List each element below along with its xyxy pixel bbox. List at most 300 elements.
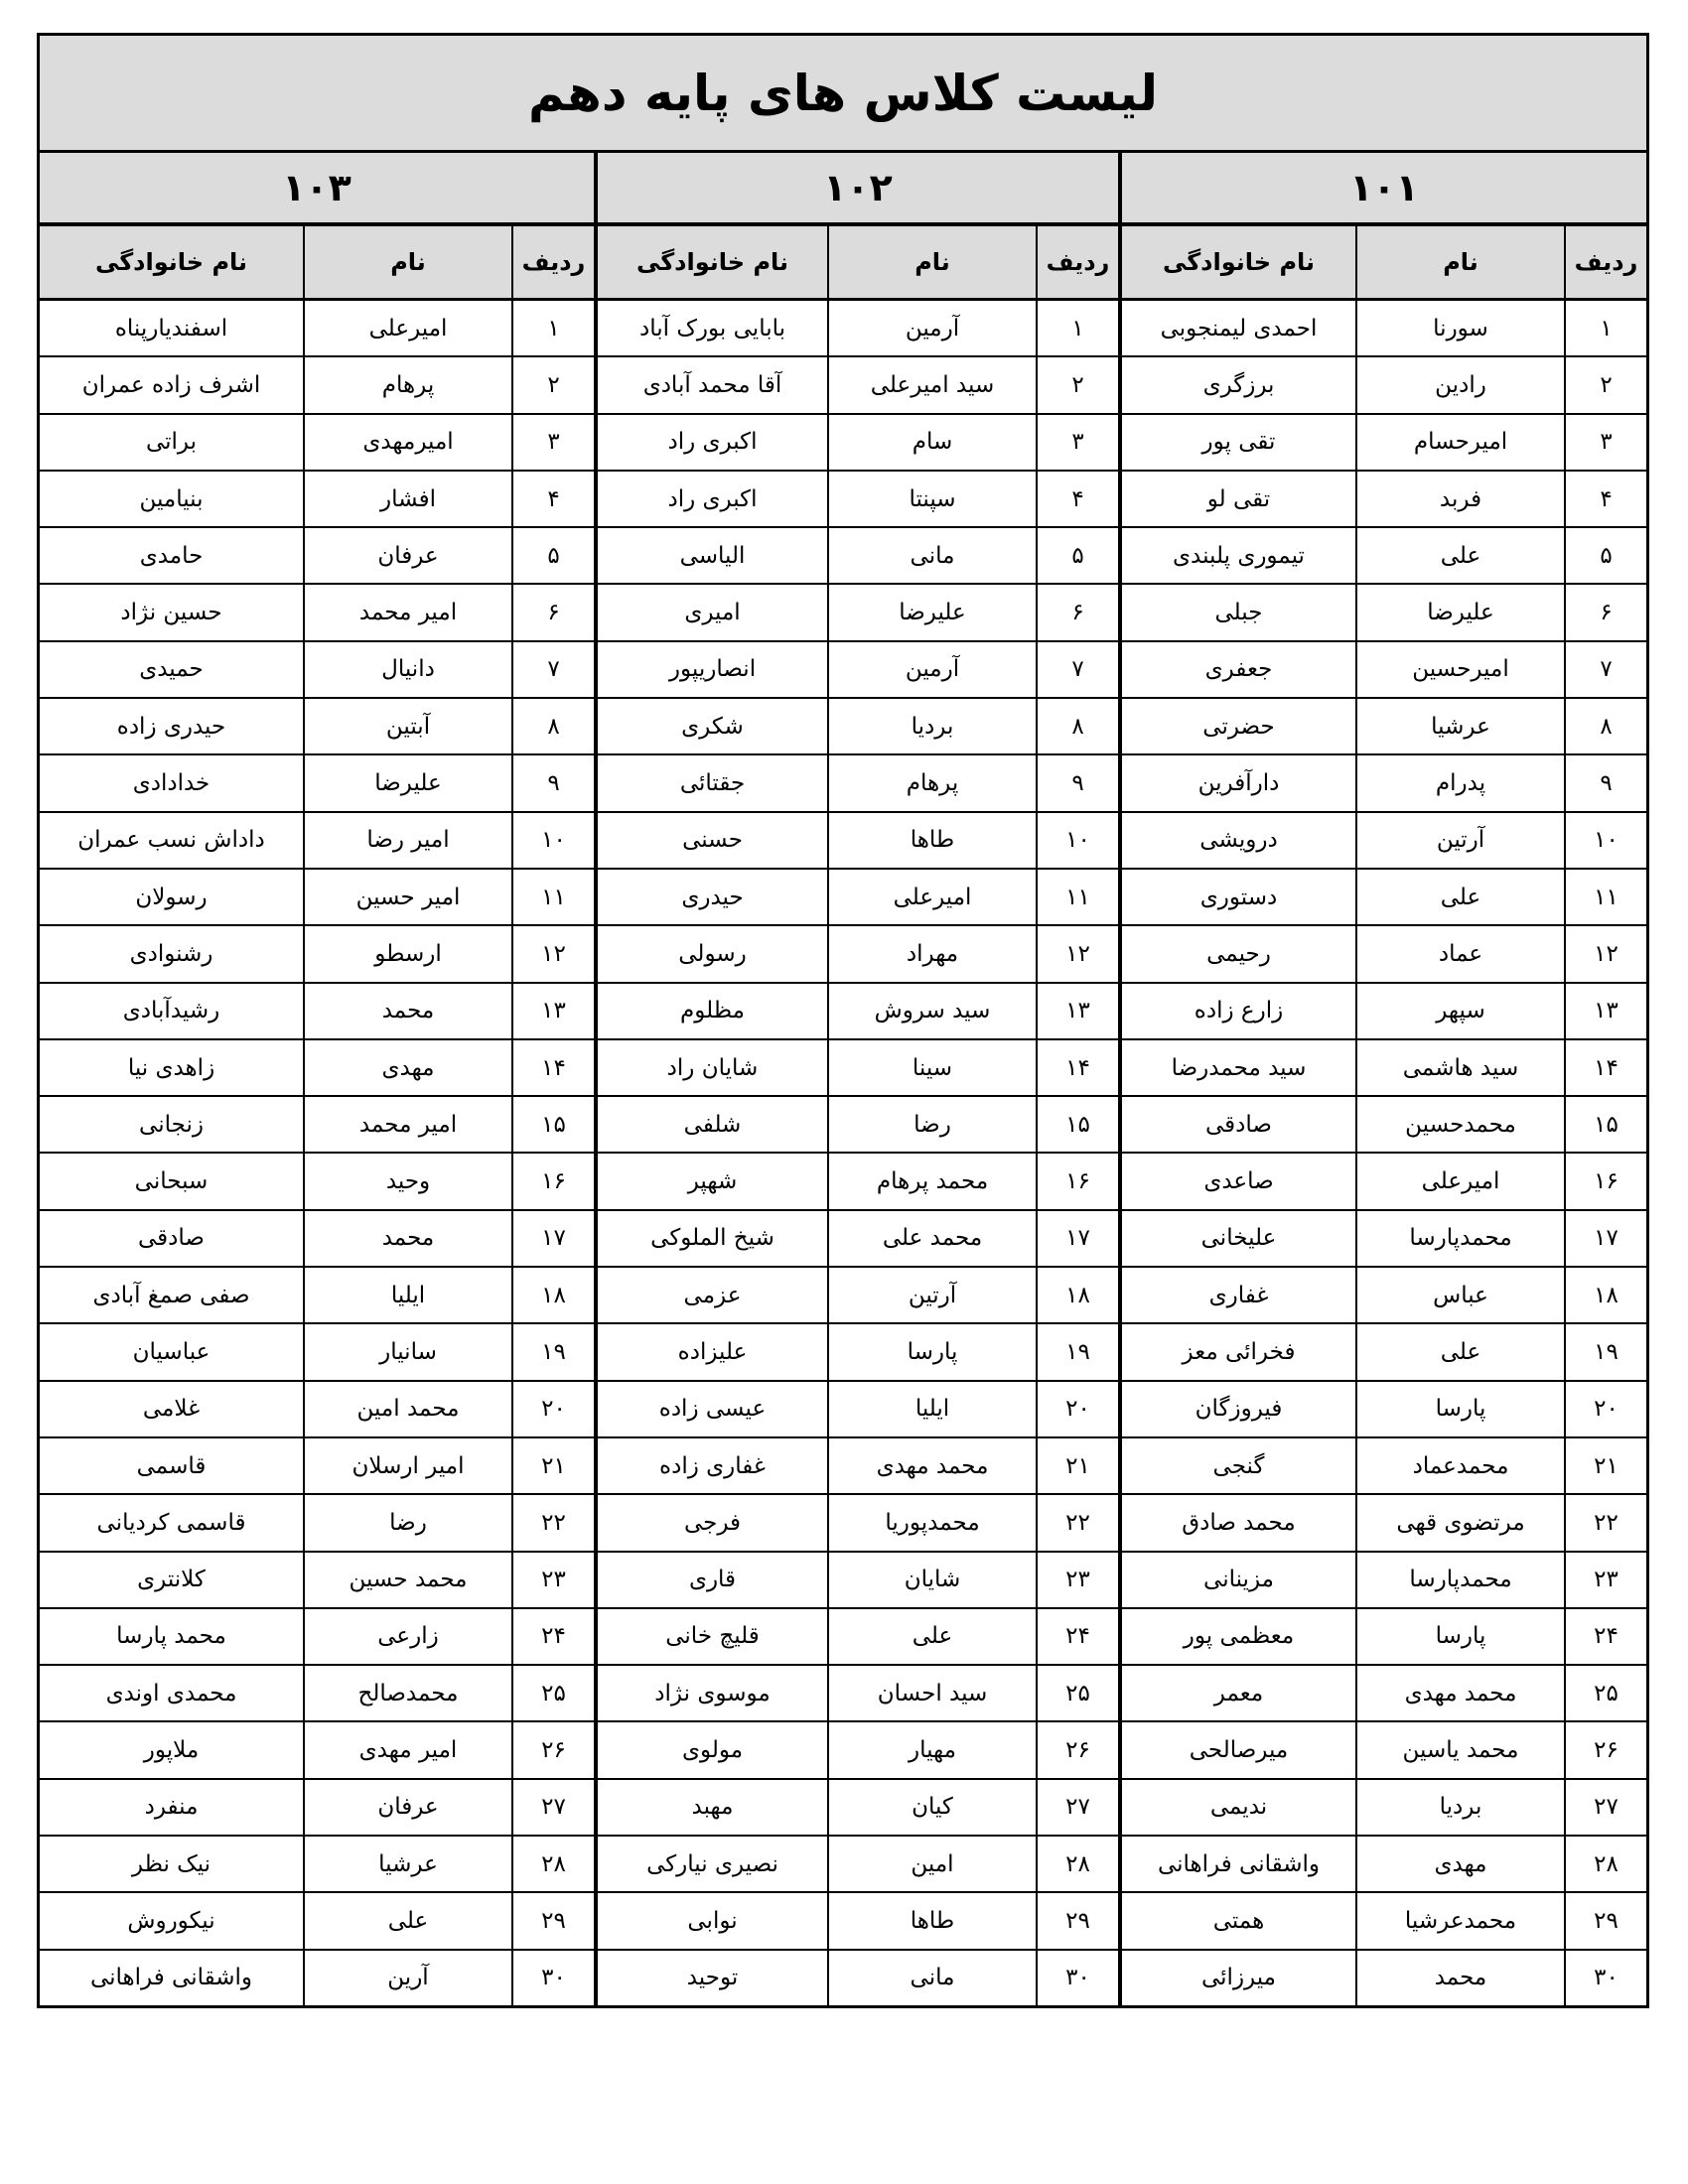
row-index: ۱۲ (512, 925, 594, 982)
student-first-name: امیر مهدی (304, 1721, 512, 1778)
row-index: ۳۰ (1037, 1950, 1118, 2005)
student-last-name: الیاسی (598, 527, 828, 584)
row-index: ۲۹ (512, 1892, 594, 1949)
row-index: ۳ (1037, 414, 1118, 471)
student-first-name: سید سروش (828, 983, 1037, 1039)
student-last-name: تقی لو (1122, 471, 1356, 527)
table-row (1122, 925, 1646, 982)
student-first-name: عرفان (304, 1779, 512, 1836)
table-row (1122, 1950, 1646, 2005)
student-last-name: امیری (598, 584, 828, 640)
row-index: ۵ (1037, 527, 1118, 584)
student-last-name: مهبد (598, 1779, 828, 1836)
header-last-name: نام خانوادگی (598, 225, 828, 300)
student-first-name: شایان (828, 1552, 1037, 1608)
student-last-name: جبلی (1122, 584, 1356, 640)
student-first-name: آرتین (1356, 812, 1565, 869)
student-first-name: سید احسان (828, 1665, 1037, 1721)
student-last-name: اشرف زاده عمران (40, 356, 304, 413)
row-index: ۷ (1565, 641, 1646, 698)
student-last-name: محمد پارسا (40, 1608, 304, 1665)
student-last-name: حضرتی (1122, 698, 1356, 754)
row-index: ۹ (1565, 754, 1646, 811)
row-index: ۱۸ (512, 1267, 594, 1323)
student-first-name: پرهام (304, 356, 512, 413)
row-index: ۱ (1565, 300, 1646, 357)
table-row (1122, 869, 1646, 925)
row-index: ۲۱ (1037, 1437, 1118, 1494)
student-last-name: زنجانی (40, 1096, 304, 1153)
row-index: ۷ (512, 641, 594, 698)
student-first-name: محمد حسین (304, 1552, 512, 1608)
student-last-name: شایان راد (598, 1039, 828, 1096)
table-row (1122, 1267, 1646, 1323)
table-row (598, 1210, 1118, 1267)
row-index: ۲۷ (1037, 1779, 1118, 1836)
student-last-name: قلیچ خانی (598, 1608, 828, 1665)
row-index: ۴ (1565, 471, 1646, 527)
table-row (598, 698, 1118, 754)
student-first-name: عرشیا (1356, 698, 1565, 754)
student-first-name: امیرعلی (1356, 1153, 1565, 1209)
student-first-name: محمدحسین (1356, 1096, 1565, 1153)
student-first-name: علی (1356, 869, 1565, 925)
row-index: ۱۵ (1565, 1096, 1646, 1153)
row-index: ۲۳ (1565, 1552, 1646, 1608)
row-index: ۱۹ (1565, 1323, 1646, 1380)
table-row (40, 1096, 594, 1153)
student-last-name: مولوی (598, 1721, 828, 1778)
student-first-name: پارسا (828, 1323, 1037, 1380)
student-last-name: رحیمی (1122, 925, 1356, 982)
table-row (1122, 471, 1646, 527)
row-index: ۱ (512, 300, 594, 357)
student-last-name: علیخانی (1122, 1210, 1356, 1267)
table-row (598, 1779, 1118, 1836)
student-first-name: سید هاشمی (1356, 1039, 1565, 1096)
row-index: ۲۶ (512, 1721, 594, 1778)
student-last-name: نیکوروش (40, 1892, 304, 1949)
student-last-name: دارآفرین (1122, 754, 1356, 811)
student-first-name: عرفان (304, 527, 512, 584)
header-first-name: نام (304, 225, 512, 300)
student-last-name: دستوری (1122, 869, 1356, 925)
table-row (40, 1665, 594, 1721)
row-index: ۹ (1037, 754, 1118, 811)
student-last-name: حسین نژاد (40, 584, 304, 640)
row-index: ۱۷ (1565, 1210, 1646, 1267)
student-first-name: ایلیا (304, 1267, 512, 1323)
header-index: ردیف (1037, 225, 1118, 300)
table-row (1122, 1039, 1646, 1096)
student-last-name: ندیمی (1122, 1779, 1356, 1836)
student-first-name: علیرضا (304, 754, 512, 811)
table-row (40, 1039, 594, 1096)
table-row (40, 527, 594, 584)
student-first-name: ارسطو (304, 925, 512, 982)
table-row (1122, 1096, 1646, 1153)
student-last-name: احمدی لیمنجوبی (1122, 300, 1356, 357)
table-row (598, 1494, 1118, 1551)
student-last-name: حمیدی (40, 641, 304, 698)
table-row (1122, 527, 1646, 584)
student-last-name: موسوی نژاد (598, 1665, 828, 1721)
table-row (598, 471, 1118, 527)
student-first-name: مانی (828, 1950, 1037, 2005)
row-index: ۶ (1565, 584, 1646, 640)
row-index: ۴ (512, 471, 594, 527)
row-index: ۲۳ (512, 1552, 594, 1608)
row-index: ۲۹ (1037, 1892, 1118, 1949)
student-last-name: سبحانی (40, 1153, 304, 1209)
row-index: ۲۲ (1037, 1494, 1118, 1551)
student-last-name: صادقی (1122, 1096, 1356, 1153)
row-index: ۱۴ (1037, 1039, 1118, 1096)
row-index: ۸ (1565, 698, 1646, 754)
page-title: لیست کلاس های پایه دهم (40, 36, 1646, 153)
student-last-name: معظمی پور (1122, 1608, 1356, 1665)
row-index: ۲۹ (1565, 1892, 1646, 1949)
student-last-name: داداش نسب عمران (40, 812, 304, 869)
student-first-name: محمد امین (304, 1381, 512, 1437)
row-index: ۲۲ (1565, 1494, 1646, 1551)
table-row (1122, 641, 1646, 698)
row-index: ۲۴ (512, 1608, 594, 1665)
row-index: ۶ (1037, 584, 1118, 640)
table-row (598, 1665, 1118, 1721)
student-first-name: آرمین (828, 300, 1037, 357)
table-row (1122, 1323, 1646, 1380)
student-last-name: رشنوادی (40, 925, 304, 982)
student-last-name: مزینانی (1122, 1552, 1356, 1608)
student-first-name: امیرعلی (304, 300, 512, 357)
student-last-name: نوابی (598, 1892, 828, 1949)
table-row (598, 869, 1118, 925)
row-index: ۱۷ (512, 1210, 594, 1267)
row-index: ۲۸ (1565, 1836, 1646, 1892)
student-first-name: امیرحسین (1356, 641, 1565, 698)
table-row (40, 300, 594, 357)
student-last-name: میرزائی (1122, 1950, 1356, 2005)
table-row (598, 527, 1118, 584)
row-index: ۲۰ (512, 1381, 594, 1437)
student-first-name: آبتین (304, 698, 512, 754)
student-last-name: قاسمی کردیانی (40, 1494, 304, 1551)
student-last-name: رسولی (598, 925, 828, 982)
student-first-name: محمد (304, 983, 512, 1039)
table-row (598, 1381, 1118, 1437)
student-first-name: مهراد (828, 925, 1037, 982)
student-first-name: سانیار (304, 1323, 512, 1380)
student-last-name: اسفندیارپناه (40, 300, 304, 357)
student-last-name: ملاپور (40, 1721, 304, 1778)
table-row (1122, 1153, 1646, 1209)
student-first-name: امیر حسین (304, 869, 512, 925)
table-row (1122, 584, 1646, 640)
student-first-name: سام (828, 414, 1037, 471)
table-row (598, 1950, 1118, 2005)
student-first-name: رضا (828, 1096, 1037, 1153)
table-row (1122, 1892, 1646, 1949)
row-index: ۲۶ (1565, 1721, 1646, 1778)
class-name: ۱۰۲ (598, 153, 1118, 224)
student-last-name: بنیامین (40, 471, 304, 527)
student-last-name: حیدری (598, 869, 828, 925)
student-first-name: محمد یاسین (1356, 1721, 1565, 1778)
row-index: ۲۵ (1565, 1665, 1646, 1721)
student-first-name: عماد (1356, 925, 1565, 982)
student-first-name: علیرضا (1356, 584, 1565, 640)
table-row (40, 1437, 594, 1494)
student-first-name: مهیار (828, 1721, 1037, 1778)
student-first-name: علی (1356, 1323, 1565, 1380)
student-first-name: افشار (304, 471, 512, 527)
student-last-name: عباسیان (40, 1323, 304, 1380)
row-index: ۱۰ (512, 812, 594, 869)
student-last-name: جقتائی (598, 754, 828, 811)
table-row (40, 1210, 594, 1267)
row-index: ۲ (1037, 356, 1118, 413)
student-first-name: علی (828, 1608, 1037, 1665)
student-first-name: پرهام (828, 754, 1037, 811)
student-first-name: سید امیرعلی (828, 356, 1037, 413)
class-block (40, 153, 598, 2005)
table-row (598, 983, 1118, 1039)
row-index: ۱۸ (1037, 1267, 1118, 1323)
table-row (1122, 698, 1646, 754)
student-first-name: محمدصالح (304, 1665, 512, 1721)
student-first-name: محمدپوریا (828, 1494, 1037, 1551)
table-row (598, 641, 1118, 698)
student-last-name: جعفری (1122, 641, 1356, 698)
student-last-name: رشیدآبادی (40, 983, 304, 1039)
row-index: ۲۰ (1037, 1381, 1118, 1437)
row-index: ۲۵ (512, 1665, 594, 1721)
student-last-name: علیزاده (598, 1323, 828, 1380)
row-index: ۱۲ (1037, 925, 1118, 982)
student-last-name: صاعدی (1122, 1153, 1356, 1209)
table-row (598, 1836, 1118, 1892)
student-last-name: صفی صمغ آبادی (40, 1267, 304, 1323)
table-row (1122, 983, 1646, 1039)
student-first-name: وحید (304, 1153, 512, 1209)
table-row (1122, 1779, 1646, 1836)
student-last-name: منفرد (40, 1779, 304, 1836)
student-first-name: محمد علی (828, 1210, 1037, 1267)
student-last-name: همتی (1122, 1892, 1356, 1949)
student-last-name: حامدی (40, 527, 304, 584)
table-row (40, 1950, 594, 2005)
student-last-name: عزمی (598, 1267, 828, 1323)
table-row (40, 925, 594, 982)
student-first-name: آرین (304, 1950, 512, 2005)
table-row (40, 698, 594, 754)
class-block (1122, 153, 1646, 2005)
student-last-name: شیخ الملوکی (598, 1210, 828, 1267)
table-row (40, 1552, 594, 1608)
row-index: ۲۷ (512, 1779, 594, 1836)
table-row (598, 1892, 1118, 1949)
table-row (40, 1779, 594, 1836)
student-first-name: فربد (1356, 471, 1565, 527)
header-first-name: نام (828, 225, 1037, 300)
header-last-name: نام خانوادگی (40, 225, 304, 300)
row-index: ۲۷ (1565, 1779, 1646, 1836)
student-last-name: بابایی بورک آباد (598, 300, 828, 357)
row-index: ۱۲ (1565, 925, 1646, 982)
student-last-name: کلانتری (40, 1552, 304, 1608)
row-index: ۱۴ (1565, 1039, 1646, 1096)
student-last-name: زاهدی نیا (40, 1039, 304, 1096)
table-row (40, 1153, 594, 1209)
student-first-name: علی (1356, 527, 1565, 584)
table-row (598, 584, 1118, 640)
student-last-name: قاری (598, 1552, 828, 1608)
student-first-name: محمد (1356, 1950, 1565, 2005)
row-index: ۱۵ (1037, 1096, 1118, 1153)
student-last-name: واشقانی فراهانی (40, 1950, 304, 2005)
row-index: ۵ (1565, 527, 1646, 584)
row-index: ۱۶ (512, 1153, 594, 1209)
student-first-name: محمدپارسا (1356, 1210, 1565, 1267)
student-last-name: زارع زاده (1122, 983, 1356, 1039)
student-last-name: سید محمدرضا (1122, 1039, 1356, 1096)
row-index: ۸ (1037, 698, 1118, 754)
header-index: ردیف (1565, 225, 1646, 300)
table-row (40, 1836, 594, 1892)
student-last-name: محمد صادق (1122, 1494, 1356, 1551)
table-row (598, 1096, 1118, 1153)
table-row (598, 1267, 1118, 1323)
row-index: ۱۱ (1565, 869, 1646, 925)
student-first-name: رادین (1356, 356, 1565, 413)
table-row (1122, 1381, 1646, 1437)
row-index: ۱۳ (1037, 983, 1118, 1039)
table-row (40, 356, 594, 413)
row-index: ۱۵ (512, 1096, 594, 1153)
table-row (40, 1494, 594, 1551)
student-last-name: صادقی (40, 1210, 304, 1267)
student-last-name: شکری (598, 698, 828, 754)
student-table (1122, 224, 1646, 2005)
student-last-name: تقی پور (1122, 414, 1356, 471)
header-last-name: نام خانوادگی (1122, 225, 1356, 300)
student-last-name: حیدری زاده (40, 698, 304, 754)
table-row (40, 1323, 594, 1380)
student-last-name: غلامی (40, 1381, 304, 1437)
table-row (40, 1381, 594, 1437)
student-first-name: پدرام (1356, 754, 1565, 811)
table-row (1122, 754, 1646, 811)
row-index: ۸ (512, 698, 594, 754)
student-last-name: واشقانی فراهانی (1122, 1836, 1356, 1892)
row-index: ۲۳ (1037, 1552, 1118, 1608)
row-index: ۲۶ (1037, 1721, 1118, 1778)
student-first-name: علیرضا (828, 584, 1037, 640)
table-row (598, 356, 1118, 413)
student-first-name: ایلیا (828, 1381, 1037, 1437)
student-last-name: فیروزگان (1122, 1381, 1356, 1437)
row-index: ۱۳ (1565, 983, 1646, 1039)
row-index: ۳۰ (1565, 1950, 1646, 2005)
table-row (1122, 1608, 1646, 1665)
row-index: ۲ (1565, 356, 1646, 413)
student-last-name: درویشی (1122, 812, 1356, 869)
table-row (1122, 356, 1646, 413)
student-first-name: طاها (828, 812, 1037, 869)
row-index: ۲۱ (1565, 1437, 1646, 1494)
row-index: ۶ (512, 584, 594, 640)
row-index: ۴ (1037, 471, 1118, 527)
student-first-name: سپهر (1356, 983, 1565, 1039)
student-last-name: قاسمی (40, 1437, 304, 1494)
row-index: ۲۵ (1037, 1665, 1118, 1721)
student-last-name: شهپر (598, 1153, 828, 1209)
table-row (1122, 812, 1646, 869)
row-index: ۲۰ (1565, 1381, 1646, 1437)
table-row (1122, 1494, 1646, 1551)
student-first-name: مهدی (1356, 1836, 1565, 1892)
class-name: ۱۰۳ (40, 153, 594, 224)
student-first-name: مرتضوی قهی (1356, 1494, 1565, 1551)
table-row (1122, 1721, 1646, 1778)
student-first-name: محمد مهدی (1356, 1665, 1565, 1721)
table-row (40, 754, 594, 811)
table-row (598, 1323, 1118, 1380)
row-index: ۱۸ (1565, 1267, 1646, 1323)
student-first-name: عرشیا (304, 1836, 512, 1892)
row-index: ۱۷ (1037, 1210, 1118, 1267)
student-first-name: امین (828, 1836, 1037, 1892)
student-first-name: سپنتا (828, 471, 1037, 527)
row-index: ۱۱ (1037, 869, 1118, 925)
student-first-name: امیر ارسلان (304, 1437, 512, 1494)
table-row (598, 1552, 1118, 1608)
student-table (598, 224, 1118, 2005)
row-index: ۱۶ (1565, 1153, 1646, 1209)
student-last-name: میرصالحی (1122, 1721, 1356, 1778)
student-last-name: انصاریپور (598, 641, 828, 698)
student-first-name: دانیال (304, 641, 512, 698)
student-last-name: نصیری نیارکی (598, 1836, 828, 1892)
student-last-name: حسنی (598, 812, 828, 869)
student-last-name: آقا محمد آبادی (598, 356, 828, 413)
table-row (598, 1608, 1118, 1665)
table-row (40, 1892, 594, 1949)
student-first-name: امیرحسام (1356, 414, 1565, 471)
table-row (598, 1039, 1118, 1096)
student-first-name: کیان (828, 1779, 1037, 1836)
row-index: ۱۰ (1565, 812, 1646, 869)
student-last-name: معمر (1122, 1665, 1356, 1721)
student-first-name: محمدعرشیا (1356, 1892, 1565, 1949)
student-first-name: بردیا (1356, 1779, 1565, 1836)
row-index: ۲۸ (1037, 1836, 1118, 1892)
class-block (598, 153, 1122, 2005)
student-last-name: خدادادی (40, 754, 304, 811)
student-last-name: برزگری (1122, 356, 1356, 413)
student-first-name: عباس (1356, 1267, 1565, 1323)
student-first-name: آرتین (828, 1267, 1037, 1323)
class-list-sheet (37, 33, 1649, 2008)
student-last-name: محمدی اوندی (40, 1665, 304, 1721)
table-row (40, 983, 594, 1039)
student-last-name: نیک نظر (40, 1836, 304, 1892)
row-index: ۵ (512, 527, 594, 584)
row-index: ۳ (1565, 414, 1646, 471)
table-row (598, 414, 1118, 471)
table-row (598, 1437, 1118, 1494)
